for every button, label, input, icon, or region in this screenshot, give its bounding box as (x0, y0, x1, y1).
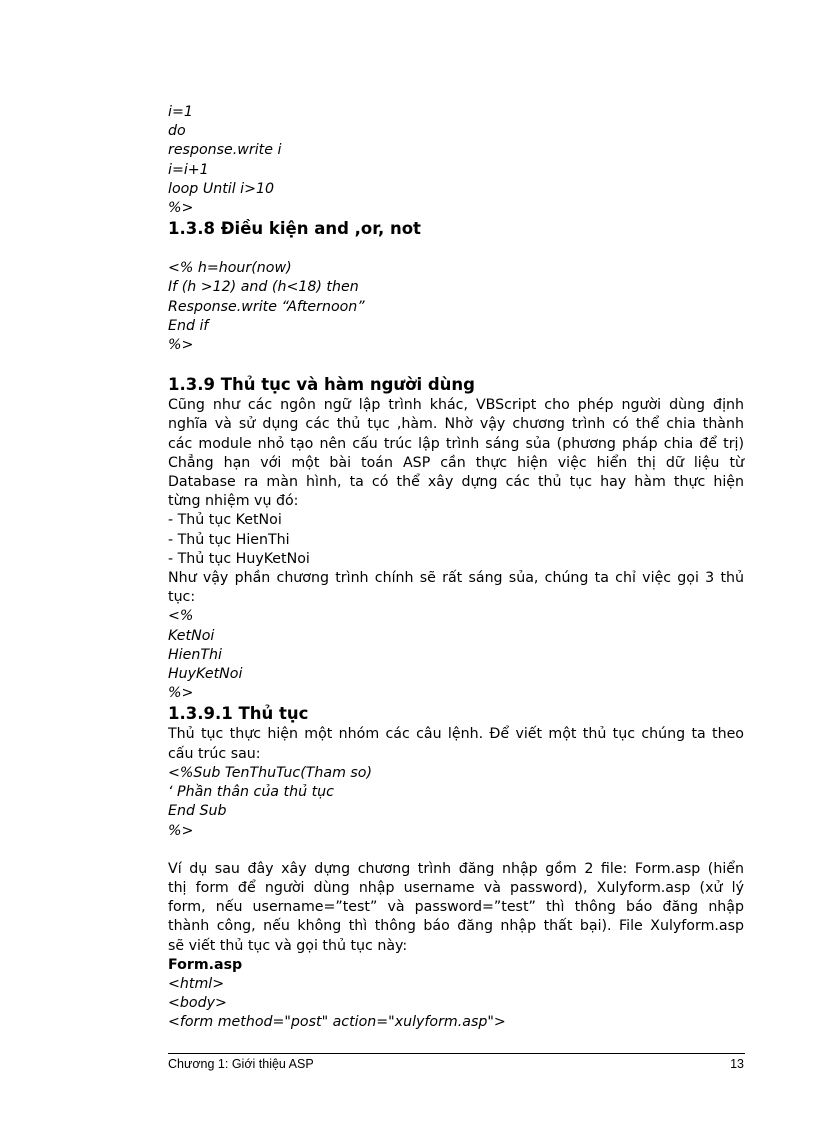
list-item: - Thủ tục HuyKetNoi (168, 550, 310, 567)
code-line: HienThi (168, 646, 222, 663)
file-label: Form.asp (168, 956, 243, 973)
list-item: - Thủ tục KetNoi (168, 512, 282, 529)
procedure-list (168, 511, 744, 569)
code-line: do (168, 123, 186, 140)
page-content (168, 103, 744, 1033)
code-line: loop Until i>10 (168, 180, 275, 197)
paragraph-line: Cũng như các ngôn ngữ lập trình khác, VBScript cho phép người dùng định (168, 397, 744, 414)
paragraph-line: nghĩa và sử dụng các thủ tục ,hàm. Nhờ vậy chương trình có thể chia thành (168, 416, 744, 433)
code-line: <html> (168, 975, 225, 992)
paragraph-line: từng nhiệm vụ đó: (168, 493, 299, 510)
paragraph-line: các module nhỏ tạo nên cấu trúc lập trình sáng sủa (phương pháp chia để trị) (168, 435, 744, 452)
code-line: End Sub (168, 803, 227, 820)
code-line: If (h >12) and (h<18) then (168, 279, 359, 296)
footer-chapter: Chương 1: Giới thiệu ASP (168, 1057, 314, 1071)
footer-divider (168, 1053, 745, 1054)
section-heading: 1.3.8 Điều kiện and ,or, not (168, 219, 421, 239)
spacer (168, 240, 744, 259)
paragraph-line: Như vậy phần chương trình chính sẽ rất sáng sủa, chúng ta chỉ việc gọi 3 thủ (168, 570, 744, 587)
paragraph (168, 725, 744, 763)
code-line: response.write i (168, 142, 282, 159)
code-line: <% h=hour(now) (168, 260, 292, 277)
paragraph (168, 396, 744, 511)
code-line: ‘ Phần thân của thủ tục (168, 784, 334, 801)
code-line: i=i+1 (168, 161, 209, 178)
code-line: <form method="post" action="xulyform.asp"> (168, 1014, 506, 1031)
paragraph-line: cấu trúc sau: (168, 745, 261, 762)
code-line: <% (168, 608, 194, 625)
paragraph-line: Ví dụ sau đây xây dựng chương trình đăng nhập gồm 2 file: Form.asp (hiển (168, 860, 744, 877)
page-number: 13 (730, 1057, 744, 1071)
code-line: %> (168, 200, 194, 217)
code-block-condition (168, 259, 744, 355)
paragraph-line: sẽ viết thủ tục và gọi thủ tục này: (168, 937, 408, 954)
code-line: %> (168, 685, 194, 702)
code-line: %> (168, 337, 194, 354)
paragraph (168, 569, 744, 607)
spacer (168, 355, 744, 374)
paragraph-line: Database ra màn hình, ta có thể xây dựng các thủ tục hay hàm thực hiện (168, 474, 744, 491)
subsection-heading: 1.3.9.1 Thủ tục (168, 704, 309, 724)
list-item: - Thủ tục HienThi (168, 531, 290, 548)
spacer (168, 841, 744, 860)
code-line: HuyKetNoi (168, 666, 243, 683)
code-block-html (168, 975, 744, 1033)
code-block-sub (168, 764, 744, 841)
paragraph-line: Thủ tục thực hiện một nhóm các câu lệnh. Để viết một thủ tục chúng ta theo (168, 726, 744, 743)
paragraph-line: thị form để người dùng nhập username và password), Xulyform.asp (xử lý (168, 879, 744, 896)
code-line: KetNoi (168, 627, 215, 644)
code-line: <body> (168, 995, 227, 1012)
code-line: End if (168, 317, 209, 334)
code-line: %> (168, 822, 194, 839)
code-block-calls (168, 607, 744, 703)
paragraph-line: form, nếu username=”test” và password=”test” thì thông báo đăng nhập (168, 899, 744, 916)
paragraph-line: thành công, nếu không thì thông báo đăng nhập thất bại). File Xulyform.asp (168, 918, 744, 935)
code-line: <%Sub TenThuTuc(Tham so) (168, 764, 373, 781)
code-line: i=1 (168, 104, 193, 120)
section-heading: 1.3.9 Thủ tục và hàm người dùng (168, 375, 475, 395)
paragraph-line: Chẳng hạn với một bài toán ASP cần thực hiện việc hiển thị dữ liệu từ (168, 454, 744, 471)
paragraph (168, 860, 744, 956)
paragraph-line: tục: (168, 589, 196, 606)
code-block-loop (168, 103, 744, 218)
code-line: Response.write “Afternoon” (168, 298, 365, 315)
